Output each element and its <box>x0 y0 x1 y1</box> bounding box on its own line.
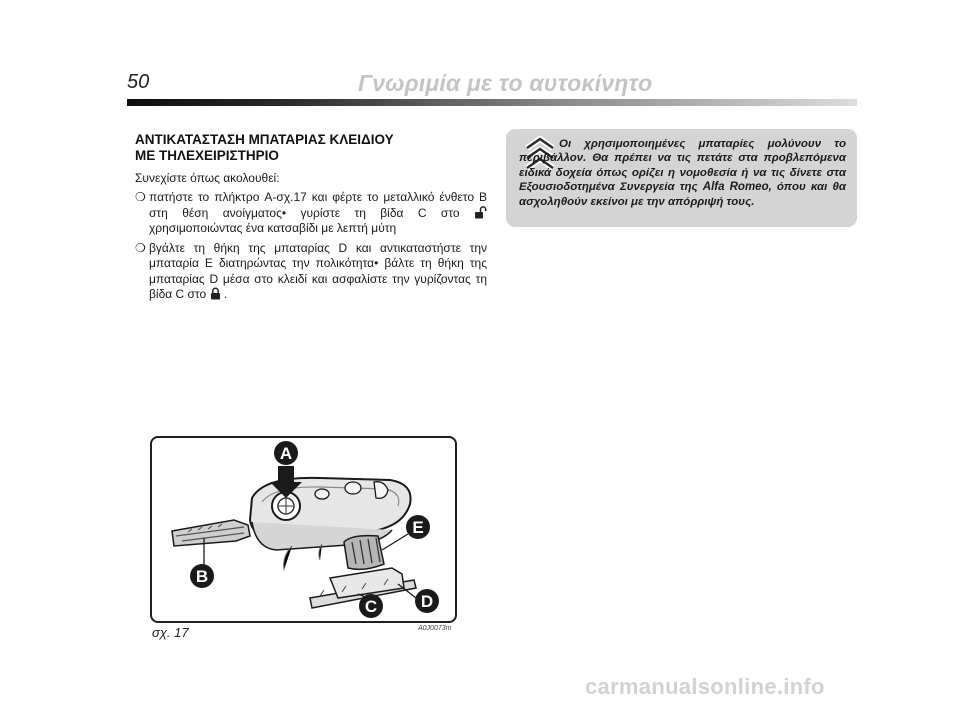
figure-code: A0J0073m <box>418 625 452 632</box>
note-text <box>519 137 846 209</box>
watermark: carmanualsonline.info <box>585 674 825 699</box>
figure-17 <box>150 436 457 623</box>
step-item <box>135 190 487 237</box>
key-housing <box>250 478 411 570</box>
note-body: Οι χρησιμοποιημένες μπαταρίες μολύνουν το περιβάλλον. Θα πρέπει να τις πετάτε στα προβλεπόμενα ειδικά δοχεία όπως ορίζει η νομοθεσία ή να τις δίνετε στα Εξουσιοδοτημένα Συνεργεία της Alfa Romeo, όπου και θα ασχοληθούν εκείνοι με την απόρριψή τους. <box>519 138 846 208</box>
battery <box>344 536 384 570</box>
unlock-icon <box>474 206 487 219</box>
header-rule <box>127 99 857 106</box>
page-number: 50 <box>127 71 150 93</box>
environment-note <box>506 129 857 227</box>
svg-text:C: C <box>364 597 378 616</box>
callout-a <box>274 441 298 465</box>
bullet-icon: ❍ <box>135 190 146 204</box>
svg-text:D: D <box>420 592 434 611</box>
figure-caption: σχ. 17 <box>152 625 189 640</box>
step1-text: πατήστε το πλήκτρο A-σχ.17 και φέρτε το μεταλλικό ένθετο B στη θέση ανοίγματος• γυρίστε τη βίδα C στο <box>149 190 487 220</box>
callout-b <box>190 564 214 588</box>
callout-d <box>415 589 439 613</box>
svg-text:A: A <box>279 444 293 463</box>
svg-text:B: B <box>195 567 209 586</box>
section-title-line1: ΑΝΤΙΚΑΤΑΣΤΑΣΗ ΜΠΑΤΑΡΙΑΣ ΚΛΕΙΔΙΟΥ <box>135 132 394 147</box>
lock-icon <box>210 287 221 300</box>
step2-text: βγάλτε τη θήκη της μπαταρίας D και αντικαταστήστε την μπαταρία E διατηρώντας την πολικότητα• βάλτε τη θήκη της μπαταρίας D μέσα στο κλειδί και ασφαλίστε την γυρίζοντας τη βίδα C στο <box>149 240 487 301</box>
svg-text:E: E <box>412 518 424 537</box>
callout-e <box>406 515 430 539</box>
metal-blade <box>172 520 250 546</box>
callout-c <box>359 594 383 618</box>
key-illustration <box>152 438 455 621</box>
step1-text-end: χρησιμοποιώντας ένα κατσαβίδι με λεπτή μύτη <box>149 221 397 235</box>
running-title: Γνωριμία με το αυτοκίνητο <box>358 70 653 96</box>
bullet-icon: ❍ <box>135 240 146 255</box>
intro-text: Συνεχίστε όπως ακολουθεί: <box>135 171 280 185</box>
steps-list <box>135 190 487 303</box>
step-item <box>135 241 487 303</box>
step2-text-end: . <box>223 287 228 301</box>
section-title-line2: ΜΕ ΤΗΛΕΧΕΙΡΙΣΤΗΡΙΟ <box>135 148 279 163</box>
left-column <box>135 132 487 307</box>
section-title <box>135 132 487 164</box>
